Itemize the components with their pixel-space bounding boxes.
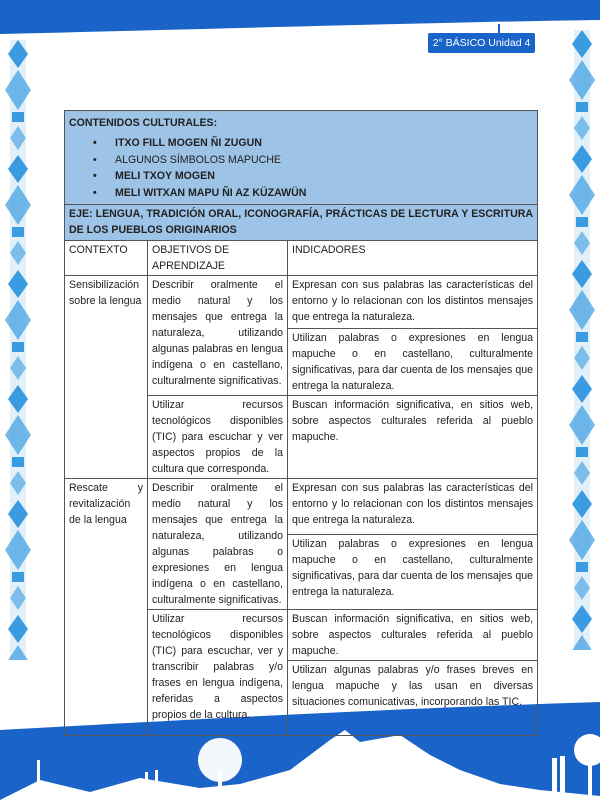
contenido-item: • MELI WITXAN MAPU ÑI AZ KÜZAWÜN (93, 185, 533, 202)
indicador-cell: Utilizan palabras o expresiones en lengua mapuche o en castellano, culturalmente significativas, para dar cuenta de los mensajes que entrega la naturaleza. (288, 329, 538, 396)
indicador-cell: Buscan información significativa, en sitios web, sobre aspectos culturales referida al pueblo mapuche. (288, 396, 538, 479)
column-header-indicadores: INDICADORES (288, 241, 538, 276)
mapuche-ornament-right (566, 30, 598, 650)
indicador-cell: Utilizan algunas palabras y/o frases breves en lengua mapuche y las usan en diversas situaciones comunicativas, incorporando las TIC. (288, 661, 538, 736)
objetivo-cell: Describir oralmente el medio natural y los mensajes que entrega la naturaleza, utilizando algunas palabras en lengua indígena o en castellano, culturalmente significativas. (148, 276, 288, 396)
contexto-cell: Rescate y revitalización de la lengua (65, 479, 148, 736)
indicador-cell: Buscan información significativa, en sitios web, sobre aspectos culturales referida al pueblo mapuche. (288, 610, 538, 661)
indicador-cell: Utilizan palabras o expresiones en lengua mapuche o en castellano, culturalmente significativas, para dar cuenta de los mensajes que entrega la naturaleza. (288, 534, 538, 609)
column-header-contexto: CONTEXTO (65, 241, 148, 276)
objetivo-cell: Utilizar recursos tecnológicos disponibles (TIC) para escuchar y ver aspectos propios de la cultura que corresponda. (148, 396, 288, 479)
contenidos-culturales-section (65, 111, 538, 205)
objetivo-cell: Describir oralmente el medio natural y los mensajes que entrega la naturaleza, utilizando algunas palabras o expresiones en lengua indígena o en castellano, culturalmente significativas. (148, 479, 288, 610)
contexto-cell: Sensibilización sobre la lengua (65, 276, 148, 479)
contenido-item: • MELI TXOY MOGEN (93, 168, 533, 185)
mapuche-ornament-left (2, 40, 34, 660)
curriculum-table (64, 110, 538, 736)
indicador-cell: Expresan con sus palabras las características del entorno y lo relacionan con los distintos mensajes que entrega la naturaleza. (288, 276, 538, 329)
contenidos-list (93, 135, 533, 201)
column-header-objetivos: OBJETIVOS DE APRENDIZAJE (148, 241, 288, 276)
grade-unit-badge: 2° BÁSICO Unidad 4 (428, 33, 535, 53)
contenidos-title: CONTENIDOS CULTURALES: (69, 117, 218, 129)
indicador-cell: Expresan con sus palabras las características del entorno y lo relacionan con los distintos mensajes que entrega la naturaleza. (288, 479, 538, 535)
contenido-item: • ALGUNOS SÍMBOLOS MAPUCHE (93, 152, 533, 169)
eje-heading: EJE: LENGUA, TRADICIÓN ORAL, ICONOGRAFÍA, PRÁCTICAS DE LECTURA Y ESCRITURA DE LOS PUEBLOS ORIGINARIOS (65, 205, 538, 241)
contenido-item: • ITXO FILL MOGEN ÑI ZUGUN (93, 135, 533, 152)
objetivo-cell: Utilizar recursos tecnológicos disponibles (TIC) para escuchar, ver y transcribir palabras y/o frases en lengua indígena, referidas a aspectos propios de la cultura. (148, 610, 288, 736)
